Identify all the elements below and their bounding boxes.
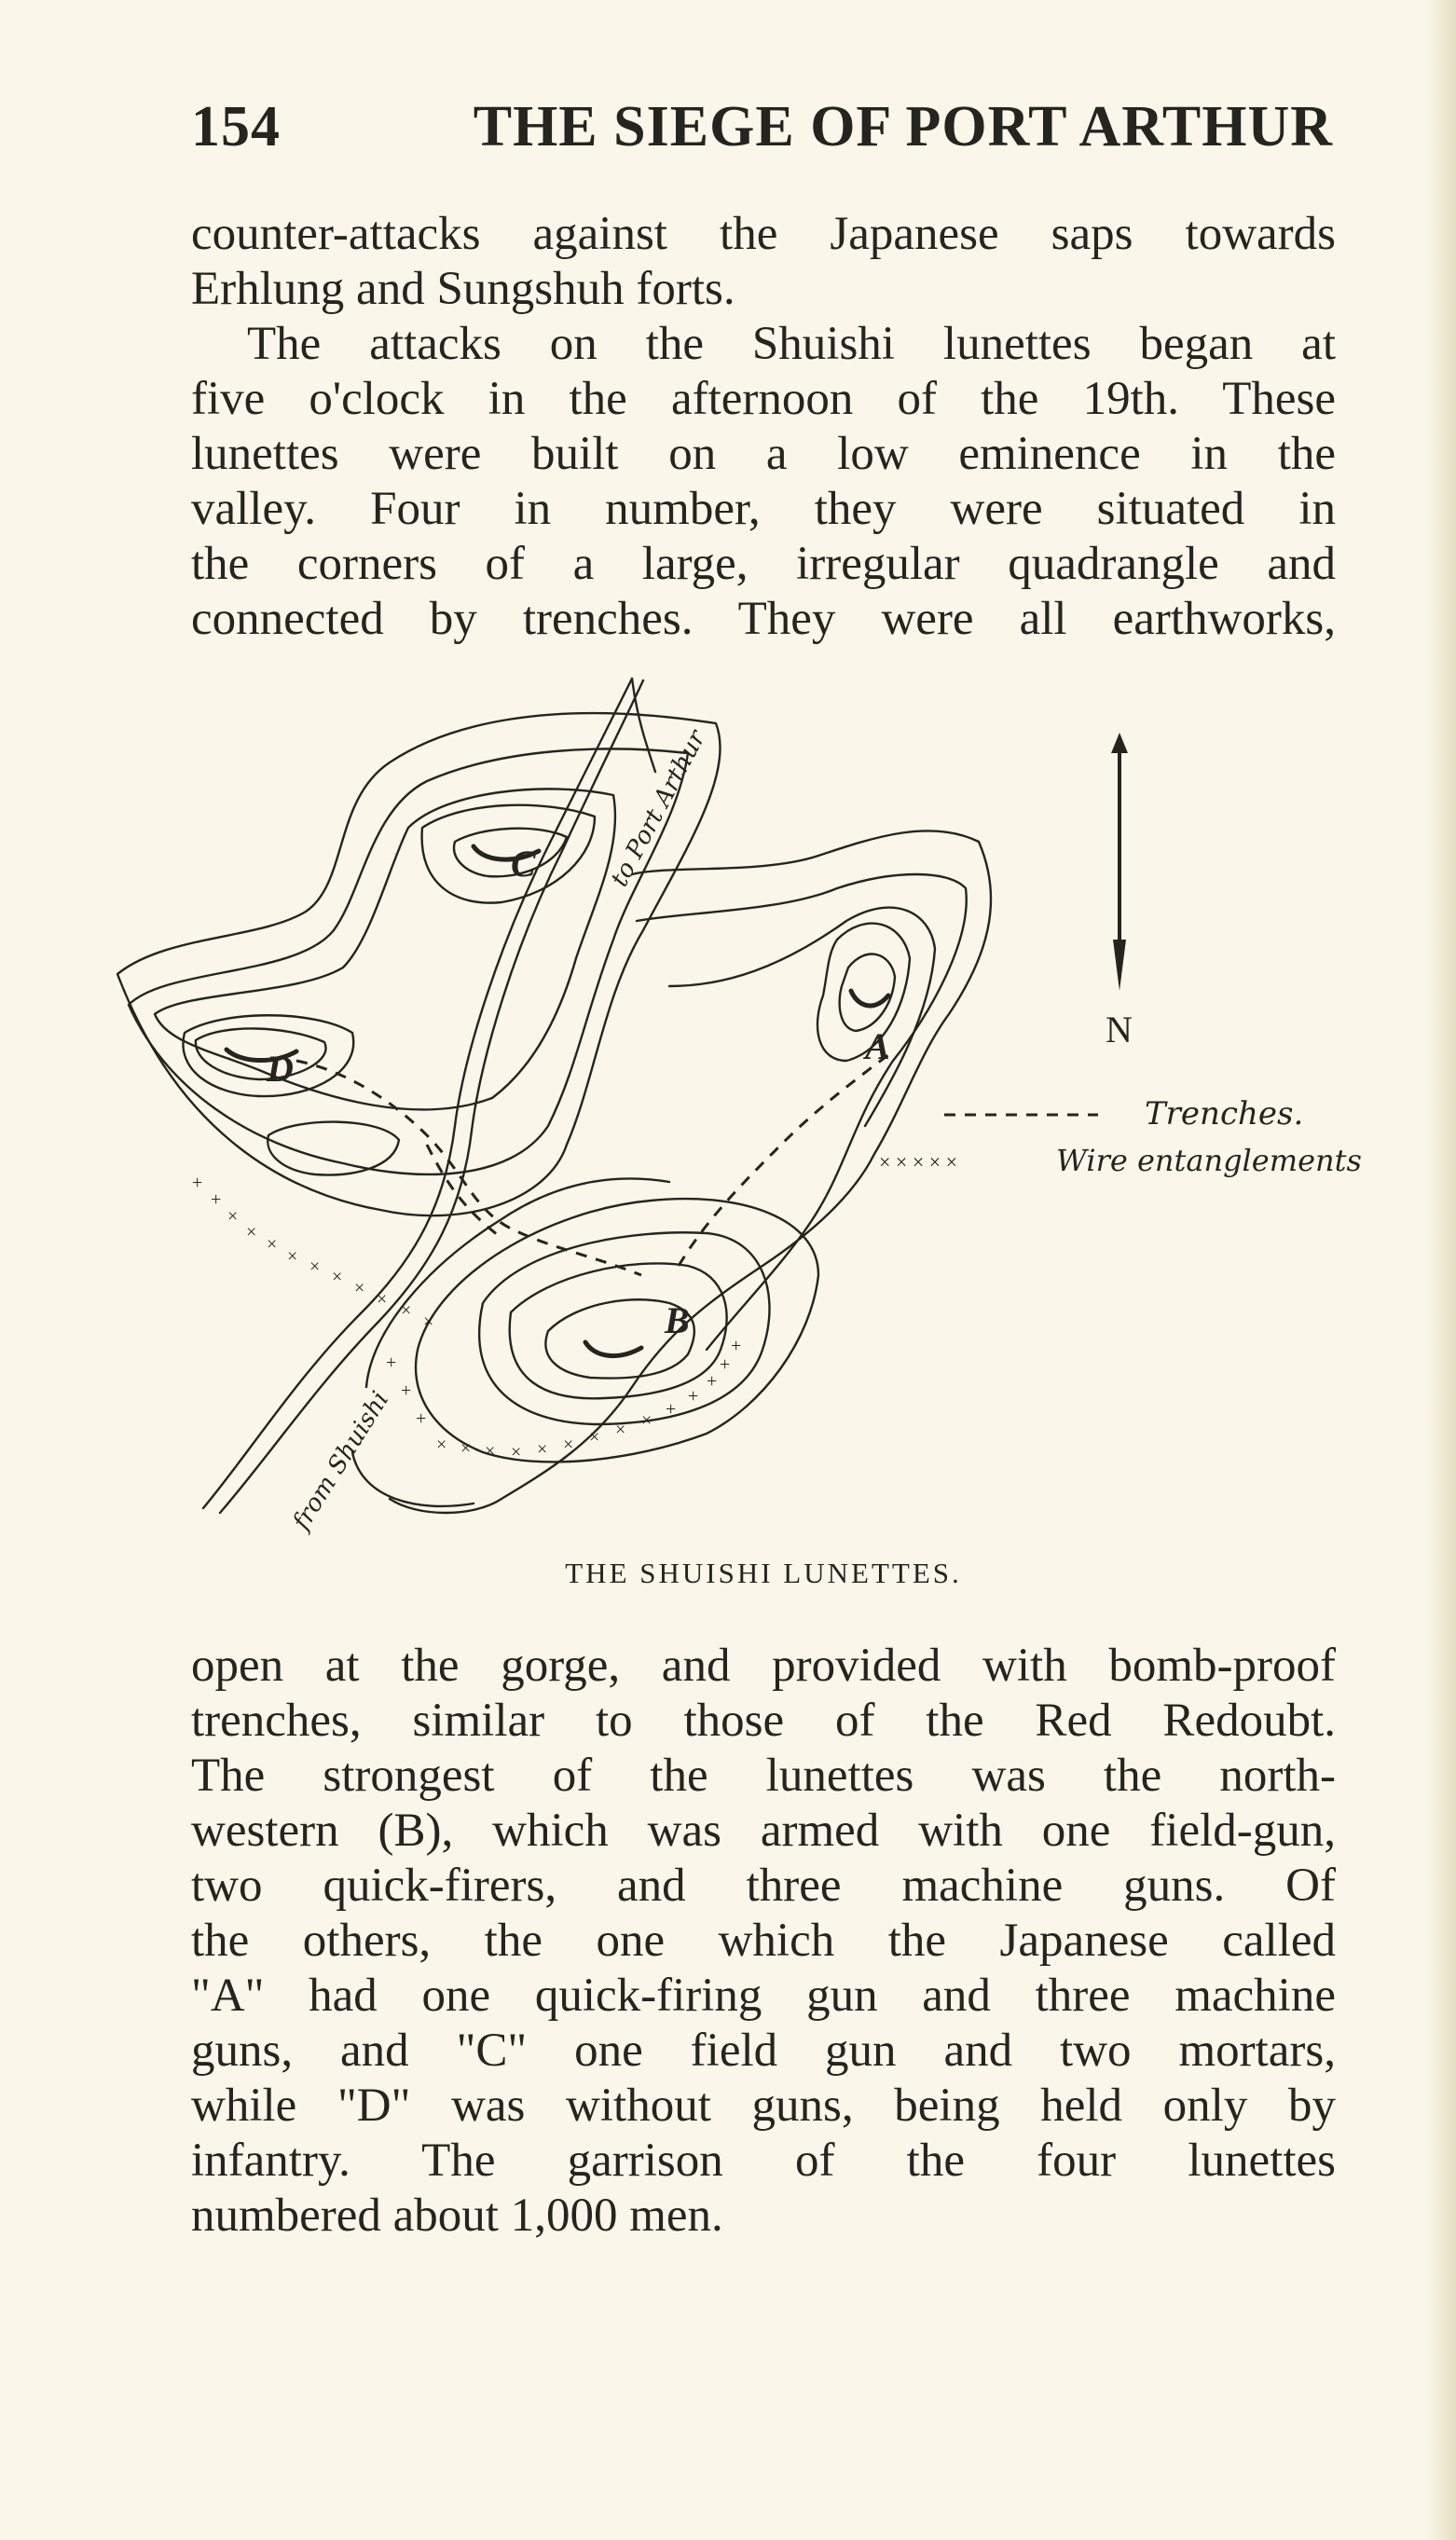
text-line: "A" had one quick-firing gun and three machine	[191, 1970, 1336, 2022]
contour-line	[129, 748, 688, 1174]
figure-caption: THE SHUISHI LUNETTES.	[565, 1557, 962, 1589]
wire-mark: +	[688, 1386, 699, 1407]
contour-line	[422, 805, 595, 903]
wire-mark: ×	[460, 1438, 472, 1459]
text-line: the corners of a large, irregular quadrangle and	[191, 538, 1336, 590]
text-line: connected by trenches. They were all earthworks,	[191, 593, 1336, 645]
text-line: valley. Four in number, they were situated in	[191, 483, 1336, 535]
contour-line	[352, 1452, 474, 1506]
road-line	[632, 679, 655, 772]
text-line: two quick-firers, and three machine guns. Of	[191, 1860, 1336, 1912]
trench-line	[427, 1145, 501, 1238]
wire-mark: +	[211, 1189, 222, 1210]
page-number: 154	[191, 95, 281, 158]
wire-mark: ×	[377, 1289, 388, 1310]
text-line: numbered about 1,000 men.	[191, 2190, 723, 2242]
wire-mark: ×	[537, 1439, 548, 1460]
wire-mark: ×	[227, 1206, 239, 1227]
text-line: Erhlung and Sungshuh forts.	[191, 263, 735, 315]
road-label-from-shuishi: from Shuishi	[287, 1386, 395, 1535]
text-line: guns, and "C" one field gun and two mortars,	[191, 2025, 1336, 2077]
wire-mark: +	[707, 1371, 718, 1392]
road-label-to-port-arthur: to Port Arthur	[605, 725, 712, 892]
wire-mark: ×	[267, 1234, 278, 1255]
contour-line	[117, 713, 721, 1215]
contour-line	[840, 954, 895, 1031]
text-line: The attacks on the Shuishi lunettes began at	[247, 318, 1336, 370]
north-arrow	[1106, 733, 1133, 1050]
body-text-top	[191, 207, 1336, 647]
wire-mark: ×	[246, 1222, 257, 1243]
page-edge-shadow	[1424, 0, 1456, 2540]
wire-mark: ×	[401, 1300, 412, 1321]
contour-line	[155, 789, 615, 1109]
legend-wire-sample: × × × × ×	[879, 1150, 958, 1174]
text-line: western (B), which was armed with one field-gun,	[191, 1805, 1336, 1857]
wire-mark: ×	[485, 1441, 496, 1462]
road-line	[220, 680, 643, 1513]
text-line: five o'clock in the afternoon of the 19th. These	[191, 373, 1336, 425]
text-line: lunettes were built on a low eminence in the	[191, 428, 1336, 480]
wire-mark: +	[416, 1408, 427, 1429]
wire-mark: ×	[615, 1420, 626, 1440]
lunettes-map-figure	[110, 660, 1415, 1555]
wire-mark: ×	[436, 1435, 447, 1455]
lunette-label-c: C	[511, 843, 536, 885]
legend-trenches-label: Trenches.	[1145, 1095, 1304, 1133]
wire-mark: +	[666, 1399, 677, 1420]
wire-mark: ×	[511, 1442, 522, 1462]
wire-mark: ×	[287, 1246, 298, 1267]
text-line: open at the gorge, and provided with bomb-proof	[191, 1640, 1336, 1692]
map-legend	[879, 1095, 1362, 1178]
lunette-symbol	[585, 1342, 641, 1356]
body-text-bottom	[191, 1639, 1336, 2244]
running-title: THE SIEGE OF PORT ARTHUR	[473, 95, 1333, 158]
wire-mark: ×	[423, 1311, 434, 1332]
contour-line	[817, 924, 910, 1061]
wire-mark: +	[192, 1173, 203, 1193]
wire-mark: ×	[563, 1435, 574, 1455]
legend-wire-label: Wire entanglements	[1056, 1143, 1362, 1178]
lunette-label-a: A	[865, 1025, 890, 1067]
wire-mark: ×	[589, 1427, 600, 1448]
text-line: the others, the one which the Japanese called	[191, 1915, 1336, 1967]
wire-mark: +	[720, 1354, 731, 1375]
contour-line	[637, 874, 967, 1350]
lunette-label-d: D	[267, 1048, 294, 1090]
text-line: counter-attacks against the Japanese saps towards	[191, 208, 1336, 260]
text-line: The strongest of the lunettes was the north-	[191, 1750, 1336, 1802]
north-label: N	[1106, 1009, 1133, 1050]
wire-mark: ×	[332, 1267, 343, 1287]
text-line: while "D" was without guns, being held only by	[191, 2080, 1336, 2132]
wire-mark: +	[386, 1352, 397, 1373]
lunettes-map	[110, 660, 1415, 1555]
wire-mark: ×	[354, 1278, 365, 1298]
wire-mark: +	[731, 1336, 742, 1356]
lunette-symbol	[851, 991, 888, 1006]
wire-mark: +	[401, 1380, 412, 1401]
wire-mark: ×	[309, 1256, 321, 1277]
running-head	[191, 89, 1333, 164]
text-line: infantry. The garrison of the four lunettes	[191, 2135, 1336, 2187]
text-line: trenches, similar to those of the Red Redoubt.	[191, 1695, 1336, 1747]
wire-mark: ×	[641, 1410, 652, 1431]
lunette-label-b: B	[665, 1299, 690, 1341]
